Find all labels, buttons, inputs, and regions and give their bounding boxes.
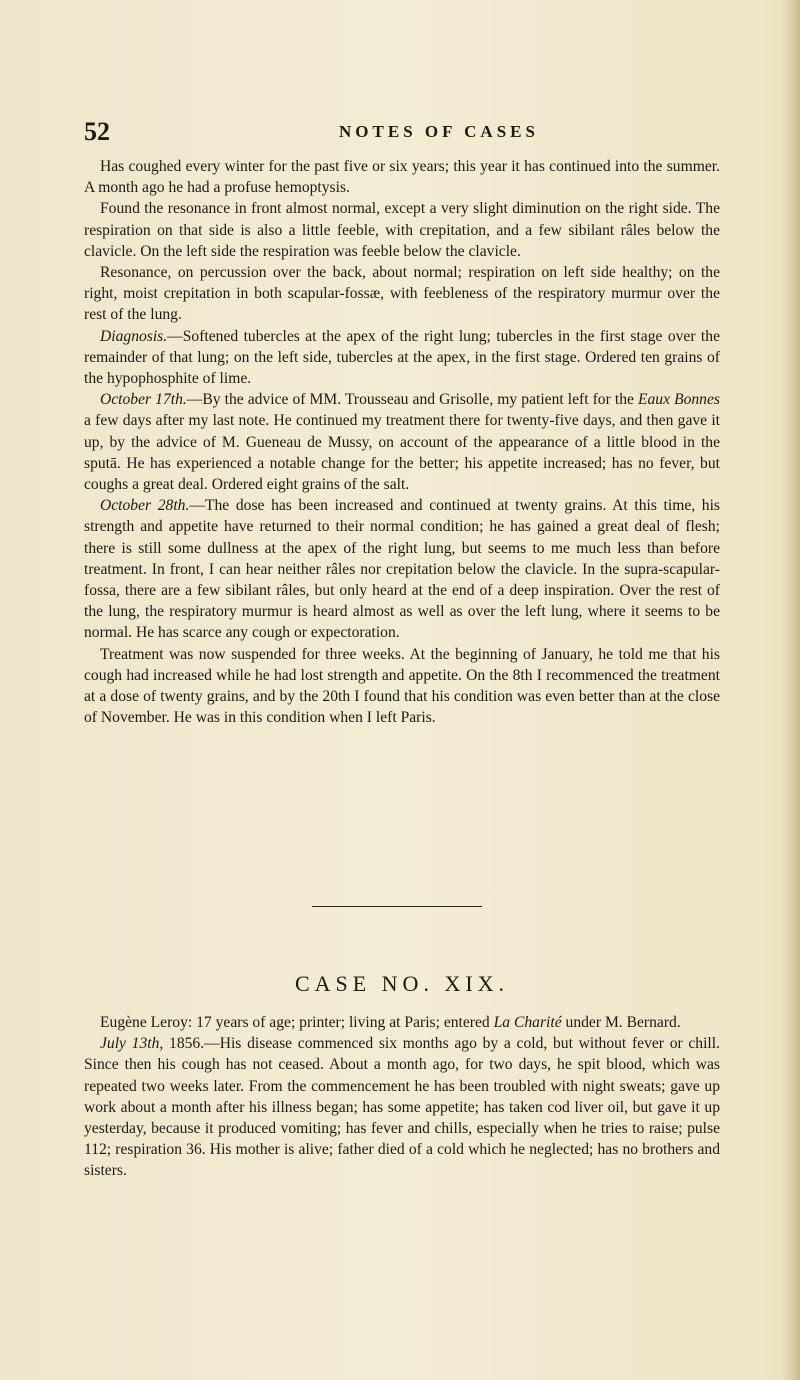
diagnosis-label: Diagnosis.	[100, 327, 168, 345]
place-name: Eaux Bonnes	[637, 391, 720, 409]
page-number: 52	[84, 117, 110, 146]
diagnosis-paragraph	[84, 326, 720, 390]
date-label: July 13th,	[100, 1035, 164, 1053]
patient-intro-paragraph	[84, 1012, 720, 1033]
paragraph: Resonance, on percussion over the back, about normal; respiration on left side healthy; on the right, moist crepitation in both scapular-fossæ, with feebleness of the respiratory murmur over the rest of the lung.	[84, 264, 720, 324]
hospital-name: La Charité	[493, 1014, 562, 1031]
entry-text: —By the advice of MM. Trousseau and Grisolle, my patient left for the	[186, 391, 638, 409]
july-13-paragraph	[84, 1033, 720, 1181]
paragraph: Found the resonance in front almost normal, except a very slight diminution on the right side. The respiration on that side is also a little feeble, with crepitation, and a few sibilant râles below the clavicle. On the left side the respiration was feeble below the clavicle.	[84, 200, 720, 260]
date-label: October 28th.	[100, 497, 190, 515]
intro-text: under M. Bernard.	[561, 1014, 681, 1031]
case-continuation-text	[84, 156, 720, 728]
entry-text: a few days after my last note. He continued my treatment there for twenty-five days, and then gave it up, by the advice of M. Gueneau de Mussy, on account of the appearance of a little blood in the sputā. He has experienced a notable change for the better; his appetite increased; has no fever, but coughs a great deal. Ordered eight grains of the salt.	[84, 412, 720, 494]
paragraph: Has coughed every winter for the past five or six years; this year it has continued into the summer. A month ago he had a profuse hemoptysis.	[84, 158, 720, 197]
paragraph: Treatment was now suspended for three weeks. At the beginning of January, he told me that his cough had increased while he had lost strength and appetite. On the 8th I recommenced the treatment at a dose of twenty grains, and by the 20th I found that his condition was even better than at the close of November. He was in this condition when I left Paris.	[84, 645, 720, 727]
section-divider	[312, 906, 482, 907]
page-header	[84, 117, 724, 147]
case-xix-text	[84, 1012, 720, 1182]
intro-text: Eugène Leroy: 17 years of age; printer; living at Paris; entered	[100, 1014, 494, 1031]
diagnosis-text: —Softened tubercles at the apex of the right lung; tubercles in the first stage over the remainder of that lung; on the left side, tubercles at the apex, in the first stage. Ordered ten grains of the hypophosphite of lime.	[84, 327, 720, 388]
october-28-paragraph	[84, 495, 720, 643]
entry-text: —The dose has been increased and continued at twenty grains. At this time, his strength and appetite have returned to their normal condition; he has gained a great deal of flesh; there is still some dullness at the apex of the right lung, but seems to me much less than before treatment. In front, I can hear neither râles nor crepitation below the clavicle. In the supra-scapular-fossa, there are a few sibilant râles, but only heard at the end of a deep inspiration. Over the rest of the lung, the respiratory murmur is heard almost as well as over the left lung, where it seems to be normal. He has scarce any cough or expectoration.	[84, 497, 721, 642]
running-head: NOTES OF CASES	[339, 122, 539, 141]
date-label: October 17th.	[100, 391, 187, 409]
page-edge-shadow	[782, 0, 800, 1380]
entry-text: 1856.—His disease commenced six months ago by a cold, but without fever or chill. Since then his cough has not ceased. About a month ago, for two days, he spit blood, which was repeated two weeks later. From the commencement he has been troubled with night sweats; gave up work about a month after his illness began; has some appetite; has taken cod liver oil, but gave it up yesterday, because it produced vomiting; has fever and chills, especially when he tries to raise; pulse 112; respiration 36. His mother is alive; father died of a cold which he neglected; has no brothers and sisters.	[84, 1035, 720, 1180]
case-heading: CASE NO. XIX.	[294, 971, 510, 996]
october-17-paragraph	[84, 389, 720, 495]
